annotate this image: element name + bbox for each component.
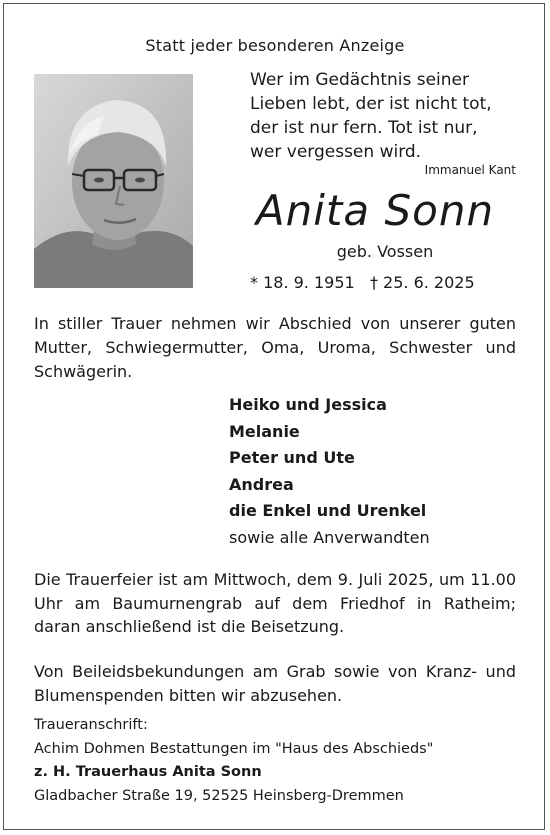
- portrait-photo: [34, 74, 193, 288]
- memorial-quote: [250, 68, 520, 164]
- address-line: z. H. Trauerhaus Anita Sonn: [34, 764, 262, 780]
- address-block: [34, 714, 433, 808]
- quote-line: Wer im Gedächtnis seiner: [250, 70, 469, 90]
- family-member: Peter und Ute: [229, 448, 355, 467]
- quote-line: wer vergessen wird.: [250, 142, 422, 162]
- life-dates: * 18. 9. 1951 † 25. 6. 2025: [250, 273, 475, 292]
- quote-line: Lieben lebt, der ist nicht tot,: [250, 94, 492, 114]
- address-label: Traueranschrift:: [34, 717, 148, 733]
- birth-name: geb. Vossen: [336, 242, 434, 261]
- notice-header: Statt jeder besonderen Anzeige: [145, 36, 405, 55]
- address-line: Achim Dohmen Bestattungen im "Haus des Abschieds": [34, 740, 434, 757]
- condolence-text: Von Beileidsbekundungen am Grab sowie von Kranz- und Blumenspenden bitten wir abzusehen.: [34, 662, 516, 705]
- family-list: [229, 392, 430, 551]
- family-member: Andrea: [229, 474, 294, 494]
- quote-author: Immanuel Kant: [424, 163, 516, 177]
- deceased-name: Anita Sonn: [255, 186, 495, 235]
- family-member: Heiko und Jessica: [229, 395, 387, 414]
- family-member: die Enkel und Urenkel: [229, 501, 427, 520]
- ceremony-text: Die Trauerfeier ist am Mittwoch, dem 9. Juli 2025, um 11.00 Uhr am Baumurnengrab auf dem Friedhof in Ratheim; daran anschließend ist die Beisetzung.: [34, 570, 516, 636]
- mourning-text: In stiller Trauer nehmen wir Abschied von unserer guten Mutter, Schwiegermutter, Oma, Uroma, Schwester und Schwägerin.: [34, 314, 516, 381]
- family-member: Melanie: [229, 421, 300, 441]
- relatives-line: sowie alle Anverwandten: [229, 527, 430, 547]
- quote-line: der ist nur fern. Tot ist nur,: [250, 118, 478, 138]
- address-line: Gladbacher Straße 19, 52525 Heinsberg-Dremmen: [34, 787, 404, 804]
